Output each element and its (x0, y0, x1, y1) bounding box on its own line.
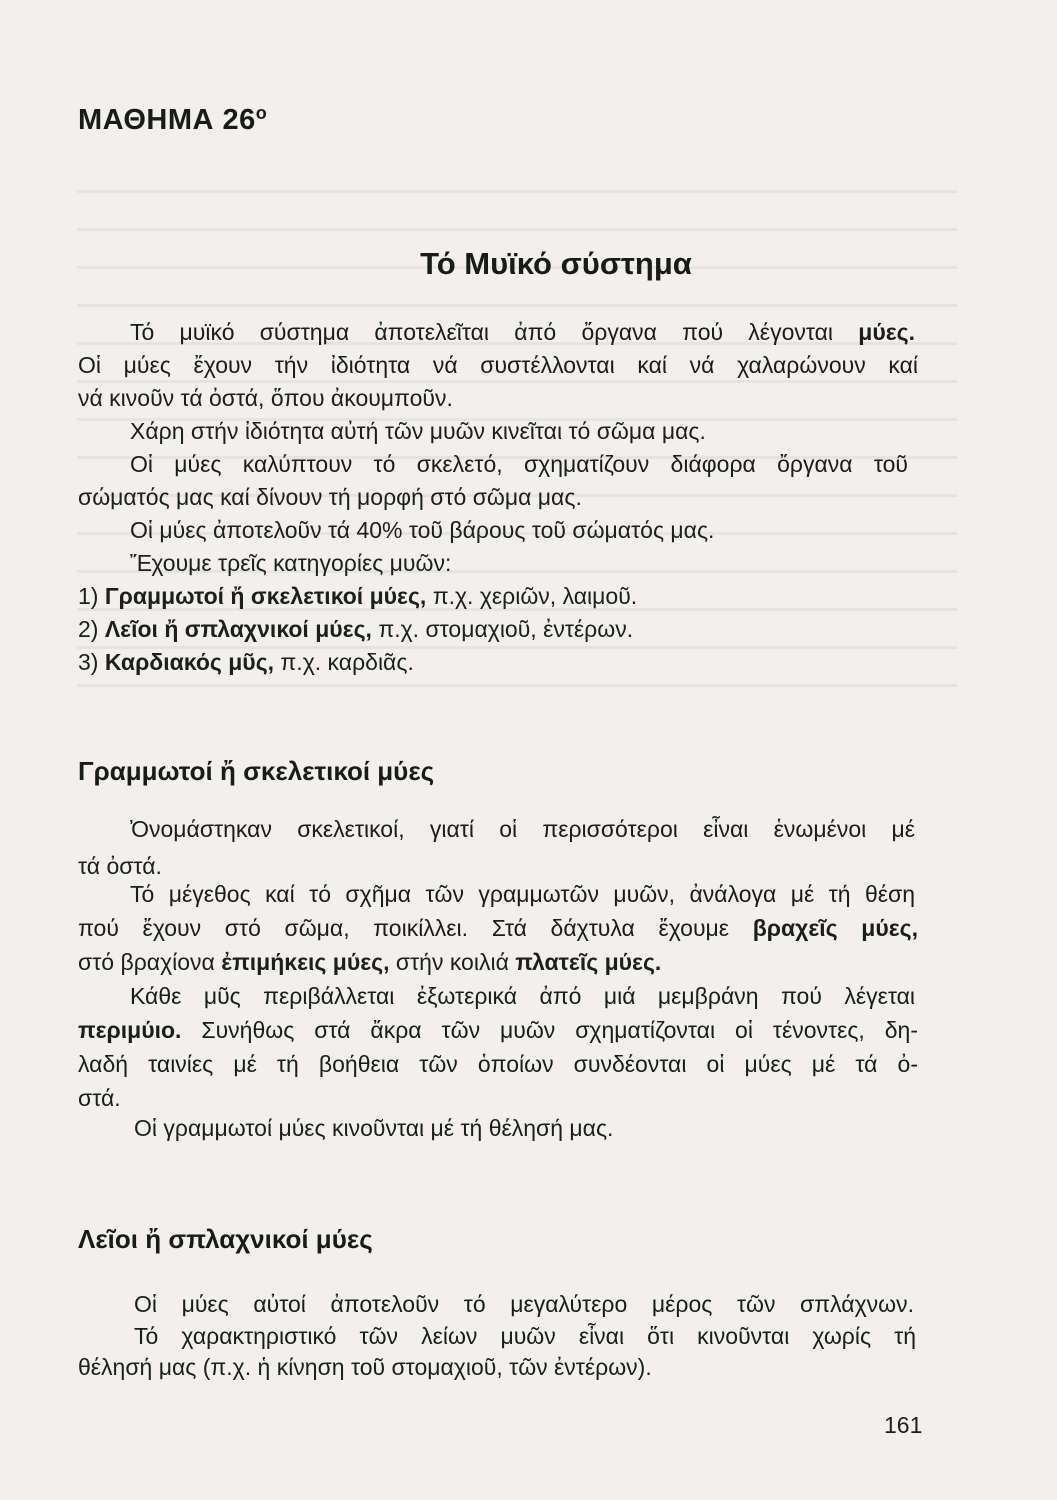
section-heading-smooth: Λεῖοι ἤ σπλαχνικοί μύες (78, 1224, 373, 1254)
category-item: 3) Καρδιακός μῦς, π.χ. καρδιᾶς. (78, 649, 414, 675)
section2-line: Οἱ μύες αὐτοί ἀποτελοῦν τό μεγαλύτερο μέρος τῶν σπλάχνων. (134, 1291, 914, 1317)
intro-paragraph-3-line-1: Οἱ μύες καλύπτουν τό σκελετό, σχηματίζουν διάφορα ὄργανα τοῦ (130, 451, 908, 477)
section1-line: Κάθε μῦς περιβάλλεται ἐξωτερικά ἀπό μιά μεμβράνη πού λέγεται (130, 983, 915, 1009)
section-heading-striated: Γραμμωτοί ἤ σκελετικοί μύες (78, 756, 435, 786)
section2-line: Τό χαρακτηριστικό τῶν λείων μυῶν εἶναι ὅτι κινοῦνται χωρίς τή (134, 1323, 916, 1349)
section2-line: θέλησή μας (π.χ. ἡ κίνηση τοῦ στομαχιοῦ, τῶν ἐντέρων). (78, 1354, 652, 1380)
intro-line-2: Οἱ μύες ἔχουν τήν ἰδιότητα νά συστέλλονται καί νά χαλαρώνουν καί (78, 352, 918, 378)
section1-line: Ὀνομάστηκαν σκελετικοί, γιατί οἱ περισσότεροι εἶναι ἑνωμένοι μέ (130, 816, 915, 842)
section1-line: Τό μέγεθος καί τό σχῆμα τῶν γραμμωτῶν μυῶν, ἀνάλογα μέ τή θέση (130, 881, 915, 907)
category-item: 2) Λεῖοι ἤ σπλαχνικοί μύες, π.χ. στομαχιοῦ, ἐντέρων. (78, 616, 634, 642)
section1-line: πού ἔχουν στό σῶμα, ποικίλλει. Στά δάχτυλα ἔχουμε βραχεῖς μύες, (78, 915, 918, 941)
intro-paragraph-4: Οἱ μύες ἀποτελοῦν τά 40% τοῦ βάρους τοῦ σώματός μας. (130, 517, 715, 543)
section1-line: λαδή ταινίες μέ τή βοήθεια τῶν ὁποίων συνδέονται οἱ μύες μέ τά ὀ- (78, 1051, 918, 1077)
intro-line-1: Τό μυϊκό σύστημα ἀποτελεῖται ἀπό ὄργανα πού λέγονται μύες. (130, 319, 915, 345)
chapter-title: Τό Μυϊκό σύστημα (420, 246, 692, 281)
category-item: 1) Γραμμωτοί ἤ σκελετικοί μύες, π.χ. χεριῶν, λαιμοῦ. (78, 583, 638, 609)
intro-line-3: νά κινοῦν τά ὀστά, ὅπου ἀκουμποῦν. (78, 385, 453, 411)
intro-paragraph-2: Χάρη στήν ἰδιότητα αὐτή τῶν μυῶν κινεῖται τό σῶμα μας. (130, 418, 706, 444)
section1-line: στά. (78, 1085, 121, 1111)
intro-paragraph-5: Ἔχουμε τρεῖς κατηγορίες μυῶν: (130, 550, 452, 576)
page-number: 161 (884, 1412, 923, 1438)
intro-paragraph-3-line-2: σώματός μας καί δίνουν τή μορφή στό σῶμα μας. (78, 484, 582, 510)
lesson-header: ΜΑΘΗΜΑ $26^o$ (78, 103, 268, 136)
section1-line: τά ὀστά. (78, 853, 162, 879)
section1-line: Οἱ γραμμωτοί μύες κινοῦνται μέ τή θέλησή μας. (134, 1115, 614, 1141)
section1-line: περιμύιο. Συνήθως στά ἄκρα τῶν μυῶν σχηματίζονται οἱ τένοντες, δη- (78, 1017, 918, 1043)
section1-line: στό βραχίονα ἐπιμήκεις μύες, στήν κοιλιά πλατεῖς μύες. (78, 949, 662, 975)
